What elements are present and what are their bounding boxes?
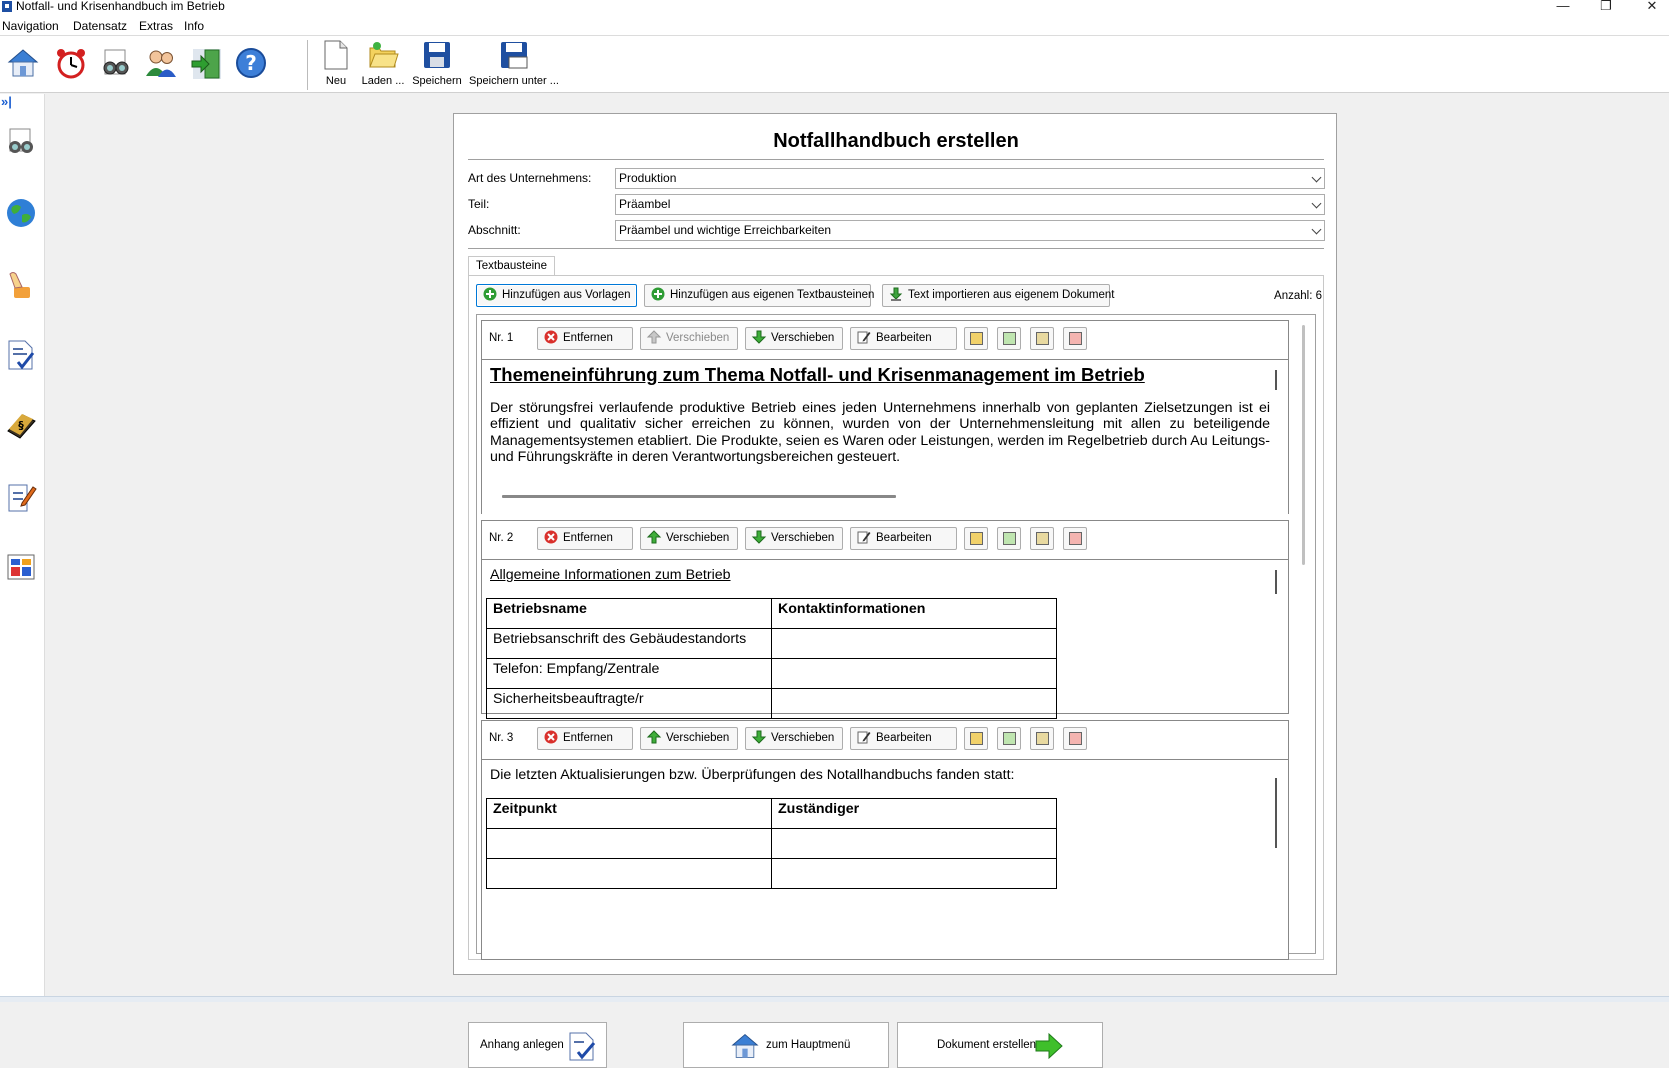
list-scrollbar[interactable]: [1302, 325, 1305, 565]
table-cell: Betriebsanschrift des Gebäudestandorts: [487, 628, 772, 658]
insert-table-button[interactable]: [1030, 527, 1054, 550]
create-document-label: Dokument erstellen: [937, 1039, 1037, 1051]
block-number: Nr. 1: [489, 332, 514, 344]
chevron-down-icon: [1312, 199, 1322, 209]
delete-table-icon: [1069, 532, 1082, 545]
sidebar-collapse-button[interactable]: »|: [1, 94, 12, 109]
remove-icon: [544, 530, 558, 544]
status-bar: [0, 996, 1669, 1002]
window-title: Notfall- und Krisenhandbuch im Betrieb: [16, 0, 225, 13]
block-paragraph: Der störungsfrei verlaufende produktive Betrieb eines jeden Unternehmens innerhalb von geplanten Zielsetzungen ist ei effizient und qualitativ sicher erreichen zu können, wurden von der Unternehmensleitung mit allen zu beteiligende Managementsystemen etabliert. Die Produkte, seien es Waren oder Leistungen, werden im Regelbetrieb durch Au Leitungs- und Führungskräfte in deren Verantwortungsbereichen gesteuert.: [490, 399, 1270, 465]
arrow-up-icon: [647, 330, 661, 344]
insert-after-icon: [1003, 732, 1016, 745]
dashboard-icon[interactable]: [5, 551, 37, 583]
checklist-icon: [567, 1031, 597, 1061]
insert-after-button[interactable]: [997, 527, 1021, 550]
chevron-down-icon: [1312, 173, 1322, 183]
attach-button[interactable]: [468, 1022, 607, 1068]
checklist-icon[interactable]: [5, 339, 37, 371]
add-from-templates-button[interactable]: [476, 284, 637, 307]
company-type-value: Produktion: [619, 171, 677, 185]
table-cell: [487, 828, 772, 858]
remove-icon: [544, 330, 558, 344]
close-button[interactable]: ✕: [1646, 0, 1658, 13]
add-circle-icon: [483, 287, 497, 301]
edit-button[interactable]: [850, 527, 957, 550]
svg-text:?: ?: [245, 51, 257, 75]
edit-document-icon[interactable]: [5, 481, 37, 513]
table-cell: Kontaktinformationen: [772, 598, 1057, 628]
main-panel: [453, 113, 1337, 1051]
part-value: Präambel: [619, 197, 671, 211]
menu-info[interactable]: Info: [184, 19, 205, 33]
table-cell: [772, 658, 1057, 688]
tab-textbausteine[interactable]: Textbausteine: [468, 256, 555, 276]
move-down-button[interactable]: [745, 727, 843, 750]
move-up-button[interactable]: [640, 727, 738, 750]
text-blocks-list[interactable]: [476, 314, 1316, 954]
insert-table-icon: [1036, 332, 1049, 345]
edit-button[interactable]: [850, 727, 957, 750]
toolbar-separator: [307, 40, 309, 90]
block-heading: Themeneinführung zum Thema Notfall- und Krisenmanagement im Betrieb: [490, 364, 1145, 385]
content-scrollbar[interactable]: [1275, 370, 1277, 390]
brush-icon[interactable]: [5, 269, 37, 301]
menu-navigation[interactable]: Navigation: [2, 19, 59, 33]
add-circle-icon: [651, 287, 665, 301]
company-type-select[interactable]: [615, 168, 1325, 189]
update-table: [486, 798, 1057, 889]
insert-after-icon: [1003, 532, 1016, 545]
insert-before-button[interactable]: [964, 527, 988, 550]
block-number: Nr. 3: [489, 732, 514, 744]
move-down-label: Verschieben: [771, 732, 835, 744]
edit-label: Bearbeiten: [876, 732, 932, 744]
import-text-label: Text importieren aus eigenem Dokument: [908, 289, 1115, 301]
binoculars-icon[interactable]: [99, 46, 133, 80]
move-up-button[interactable]: [640, 527, 738, 550]
content-scrollbar[interactable]: [1275, 778, 1277, 848]
move-down-label: Verschieben: [771, 532, 835, 544]
move-down-button[interactable]: [745, 527, 843, 550]
insert-before-icon: [970, 532, 983, 545]
home-icon[interactable]: [6, 46, 40, 80]
table-row: [487, 858, 1057, 888]
edit-label: Bearbeiten: [876, 532, 932, 544]
table-cell: [772, 858, 1057, 888]
save-as-disk-icon: [497, 40, 531, 70]
content-hscrollbar[interactable]: [502, 495, 896, 498]
insert-before-button[interactable]: [964, 727, 988, 750]
table-cell: [772, 688, 1057, 718]
text-block-3: [481, 720, 1289, 960]
maximize-button[interactable]: ❐: [1600, 0, 1612, 13]
content-scrollbar[interactable]: [1275, 570, 1277, 594]
table-cell: [772, 628, 1057, 658]
move-up-label: Verschieben: [666, 332, 730, 344]
delete-table-icon: [1069, 332, 1082, 345]
count-label: Anzahl: 6: [1274, 290, 1322, 302]
delete-table-icon: [1069, 732, 1082, 745]
edit-icon: [857, 530, 871, 544]
table-row: [487, 828, 1057, 858]
add-from-own-button[interactable]: [644, 284, 875, 307]
title-bar: [0, 0, 1669, 16]
remove-button[interactable]: [537, 527, 633, 550]
help-icon[interactable]: [234, 46, 268, 80]
home-icon: [730, 1031, 760, 1061]
remove-icon: [544, 730, 558, 744]
menu-bar: [0, 16, 1669, 36]
arrow-up-icon: [647, 730, 661, 744]
info-table: [486, 598, 1057, 719]
section-select[interactable]: [615, 220, 1325, 241]
insert-table-button[interactable]: [1030, 727, 1054, 750]
add-from-own-label: Hinzufügen aus eigenen Textbausteinen: [670, 289, 875, 301]
arrow-down-icon: [752, 530, 766, 544]
table-cell: [772, 828, 1057, 858]
insert-after-icon: [1003, 332, 1016, 345]
menu-extras[interactable]: Extras: [139, 19, 174, 33]
save-button[interactable]: Speichern: [410, 40, 464, 87]
remove-label: Entfernen: [563, 532, 613, 544]
delete-table-button[interactable]: [1063, 527, 1087, 550]
block-content[interactable]: [482, 559, 1288, 713]
globe-icon[interactable]: [5, 197, 37, 229]
table-row: [487, 628, 1057, 658]
arrow-up-icon: [647, 530, 661, 544]
move-up-label: Verschieben: [666, 532, 730, 544]
insert-after-button[interactable]: [997, 727, 1021, 750]
title-divider: [468, 159, 1324, 160]
menu-datensatz[interactable]: Datensatz: [73, 19, 128, 33]
book-icon[interactable]: [5, 409, 37, 441]
app-icon: [2, 1, 12, 12]
open-folder-icon: [368, 40, 398, 70]
insert-before-icon: [970, 732, 983, 745]
binoculars-icon[interactable]: [5, 126, 37, 158]
block-link[interactable]: Allgemeine Informationen zum Betrieb: [490, 567, 731, 583]
table-row: [487, 598, 1057, 628]
sidebar: [0, 94, 45, 998]
move-up-button[interactable]: [640, 327, 738, 350]
part-label: Teil:: [468, 197, 490, 211]
users-icon[interactable]: [144, 46, 178, 80]
import-text-button[interactable]: [882, 284, 1115, 307]
block-text: Die letzten Aktualisierungen bzw. Überprüfungen des Notallhandbuchs fanden statt:: [490, 767, 1015, 783]
insert-after-button[interactable]: [997, 327, 1021, 350]
insert-table-icon: [1036, 732, 1049, 745]
move-down-label: Verschieben: [771, 332, 835, 344]
alarm-clock-icon[interactable]: [54, 46, 88, 80]
main-menu-button[interactable]: [683, 1022, 889, 1068]
remove-label: Entfernen: [563, 732, 613, 744]
import-icon: [889, 287, 903, 301]
table-cell: Betriebsname: [487, 598, 772, 628]
table-cell: Sicherheitsbeauftragte/r: [487, 688, 772, 718]
text-block-1: [481, 320, 1289, 514]
new-document-icon: [324, 40, 348, 70]
attach-label: Anhang anlegen: [480, 1039, 564, 1051]
edit-label: Bearbeiten: [876, 332, 932, 344]
insert-before-button[interactable]: [964, 327, 988, 350]
section-value: Präambel und wichtige Erreichbarkeiten: [619, 223, 832, 237]
arrow-down-icon: [752, 330, 766, 344]
table-row: [487, 658, 1057, 688]
remove-button[interactable]: [537, 727, 633, 750]
fields-divider: [468, 248, 1324, 249]
save-disk-icon: [422, 40, 452, 70]
delete-table-button[interactable]: [1063, 327, 1087, 350]
section-label: Abschnitt:: [468, 223, 521, 237]
chevron-down-icon: [1312, 225, 1322, 235]
part-select[interactable]: [615, 194, 1325, 215]
insert-before-icon: [970, 332, 983, 345]
table-cell: Zeitpunkt: [487, 798, 772, 828]
edit-icon: [857, 330, 871, 344]
minimize-button[interactable]: —: [1556, 0, 1570, 13]
exit-door-icon[interactable]: [189, 46, 223, 80]
load-button[interactable]: Laden ...: [358, 40, 408, 87]
edit-icon: [857, 730, 871, 744]
delete-table-button[interactable]: [1063, 727, 1087, 750]
arrow-down-icon: [752, 730, 766, 744]
move-down-button[interactable]: [745, 327, 843, 350]
table-row: [487, 688, 1057, 718]
text-block-2: [481, 520, 1289, 714]
create-document-button[interactable]: [897, 1022, 1103, 1068]
toolbar: [0, 36, 1669, 93]
move-up-label: Verschieben: [666, 732, 730, 744]
main-menu-label: zum Hauptmenü: [766, 1039, 851, 1051]
new-button[interactable]: Neu: [318, 40, 354, 87]
table-cell: Zuständiger: [772, 798, 1057, 828]
insert-table-button[interactable]: [1030, 327, 1054, 350]
svg-text:§: §: [18, 419, 24, 432]
insert-table-icon: [1036, 532, 1049, 545]
block-content[interactable]: [482, 359, 1288, 514]
block-number: Nr. 2: [489, 532, 514, 544]
remove-label: Entfernen: [563, 332, 613, 344]
add-from-templates-label: Hinzufügen aus Vorlagen: [502, 289, 631, 301]
block-content[interactable]: [482, 759, 1288, 959]
save-as-button[interactable]: Speichern unter ...: [468, 40, 560, 87]
company-type-label: Art des Unternehmens:: [468, 171, 592, 185]
remove-button[interactable]: [537, 327, 633, 350]
table-cell: [487, 858, 772, 888]
edit-button[interactable]: [850, 327, 957, 350]
arrow-right-icon: [1035, 1033, 1063, 1059]
page-title: Notfallhandbuch erstellen: [773, 130, 1019, 152]
table-row: [487, 798, 1057, 828]
table-cell: Telefon: Empfang/Zentrale: [487, 658, 772, 688]
